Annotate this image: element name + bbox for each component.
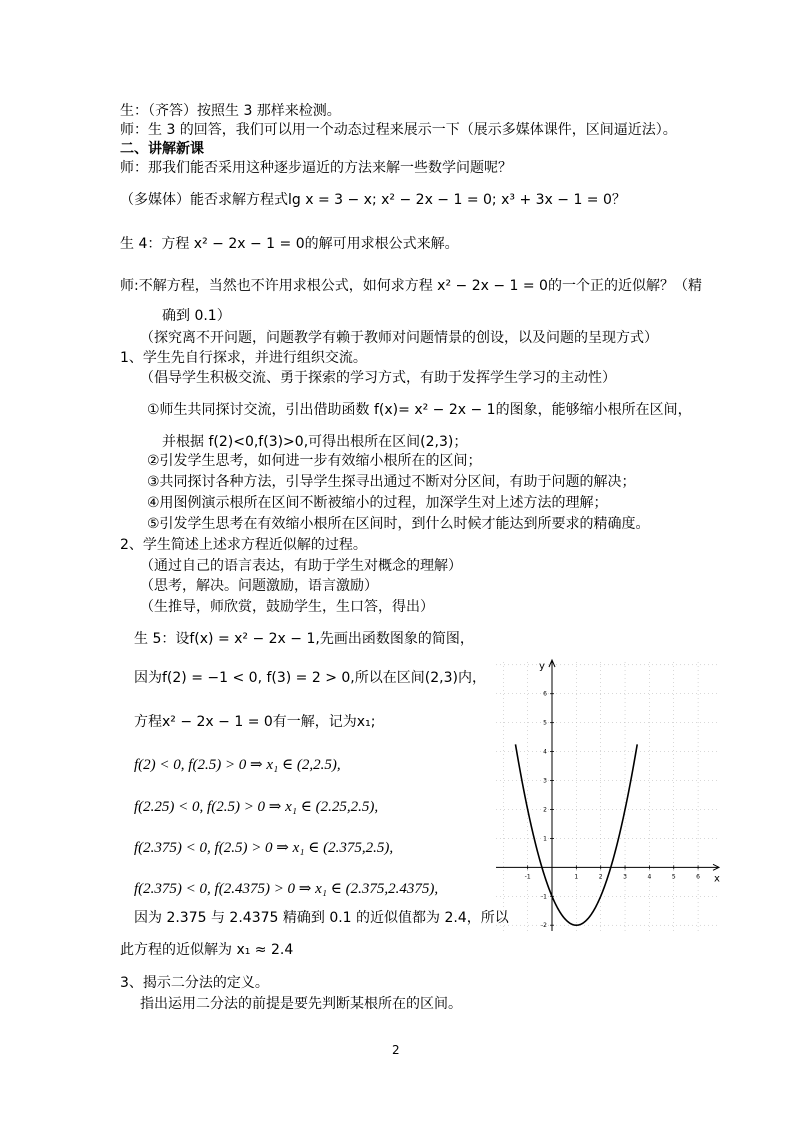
line-14: ②引发学生思考，如何进一步有效缩小根所在的区间； [147, 453, 482, 469]
line-7: 师:不解方程，当然也不许用求根公式，如何求方程 x² − 2x − 1 = 0的一个正的近似解？（精 [120, 278, 702, 294]
line-24: 方程x² − 2x − 1 = 0有一解，记为x₁; [134, 714, 376, 730]
y-tick-label: 4 [543, 748, 547, 756]
line-28: f(2.375) < 0, f(2.4375) > 0 ⇒ x₁ ∈ (2.375,2.4375), [134, 881, 439, 897]
page-number: 2 [392, 1043, 400, 1057]
x-tick-label: 4 [647, 873, 652, 881]
y-tick-label: -2 [541, 922, 547, 930]
grid-lines [496, 659, 720, 931]
line-32: 指出运用二分法的前提是要先判断某根所在的区间。 [140, 996, 462, 1012]
line-27: f(2.375) < 0, f(2.5) > 0 ⇒ x₁ ∈ (2.375,2.5), [134, 840, 394, 856]
y-tick-label: 3 [543, 777, 547, 785]
y-tick-label: -1 [541, 893, 547, 901]
line-9: （探究离不开问题，问题教学有赖于教师对问题情景的创设，以及问题的呈现方式） [140, 330, 658, 346]
line-21: （生推导，师欣赏，鼓励学生，生口答，得出） [140, 599, 434, 615]
line-26: f(2.25) < 0, f(2.5) > 0 ⇒ x₁ ∈ (2.25,2.5), [134, 799, 379, 815]
line-18: 2、学生简述上述求方程近似解的过程。 [120, 537, 367, 553]
line-17: ⑤引发学生思考在有效缩小根所在区间时，到什么时候才能达到所要求的精确度。 [147, 516, 650, 532]
x-axis-label: x [714, 873, 720, 885]
y-tick-label: 5 [543, 719, 547, 727]
line-22: 生 5：设f(x) = x² − 2x − 1,先画出函数图象的简图， [134, 631, 474, 647]
x-tick-label: 6 [696, 873, 701, 881]
line-30: 此方程的近似解为 x₁ ≈ 2.4 [120, 942, 294, 958]
line-12: ①师生共同探讨交流，引出借助函数 f(x)= x² − 2x − 1的图象，能够缩小根所在区间， [147, 402, 692, 418]
line-29: 因为 2.375 与 2.4375 精确到 0.1 的近似值都为 2.4，所以 [134, 910, 509, 926]
line-8: 确到 0.1） [162, 308, 231, 324]
line-5: （多媒体）能否求解方程式lg x = 3 − x; x² − 2x − 1 = 0; x³ + 3x − 1 = 0？ [120, 192, 626, 208]
y-tick-label: 6 [543, 690, 547, 698]
line-2: 师：生 3 的回答，我们可以用一个动态过程来展示一下（展示多媒体课件，区间逼近法）。 [120, 122, 677, 138]
line-20: （思考，解决。问题激励，语言激励） [140, 578, 378, 594]
function-graph [490, 655, 725, 935]
line-4: 师：那我们能否采用这种逐步逼近的方法来解一些数学问题呢？ [120, 160, 512, 176]
line-31: 3、揭示二分法的定义。 [120, 975, 269, 991]
y-axis-label: y [539, 661, 545, 672]
line-16: ④用图例演示根所在区间不断被缩小的过程，加深学生对上述方法的理解； [147, 495, 608, 511]
line-25: f(2) < 0, f(2.5) > 0 ⇒ x₁ ∈ (2,2.5), [134, 757, 341, 773]
x-tick-label: 2 [598, 873, 603, 881]
line-6: 生 4：方程 x² − 2x − 1 = 0的解可用求根公式来解。 [120, 236, 459, 252]
line-11: （倡导学生积极交流、勇于探索的学习方式，有助于发挥学生学习的主动性） [140, 370, 616, 386]
line-13: 并根据 f(2)<0,f(3)>0,可得出根所在区间(2,3)； [162, 434, 468, 450]
section-heading: 二、讲解新课 [120, 141, 204, 157]
line-15: ③共同探讨各种方法，引导学生探寻出通过不断对分区间，有助于问题的解决； [147, 474, 636, 490]
line-10: 1、学生先自行探求，并进行组织交流。 [120, 350, 367, 366]
x-tick-label: 5 [671, 873, 676, 881]
line-23: 因为f(2) = −1 < 0, f(3) = 2 > 0,所以在区间(2,3)内， [134, 670, 486, 686]
y-tick-label: 1 [543, 835, 547, 843]
y-tick-label: 2 [543, 806, 547, 814]
line-1: 生：（齐答）按照生 3 那样来检测。 [120, 103, 341, 119]
axes [496, 660, 720, 931]
x-tick-label: -1 [524, 873, 531, 881]
x-tick-label: 3 [623, 873, 627, 881]
line-19: （通过自己的语言表达，有助于学生对概念的理解） [140, 558, 462, 574]
x-tick-label: 1 [574, 873, 579, 881]
